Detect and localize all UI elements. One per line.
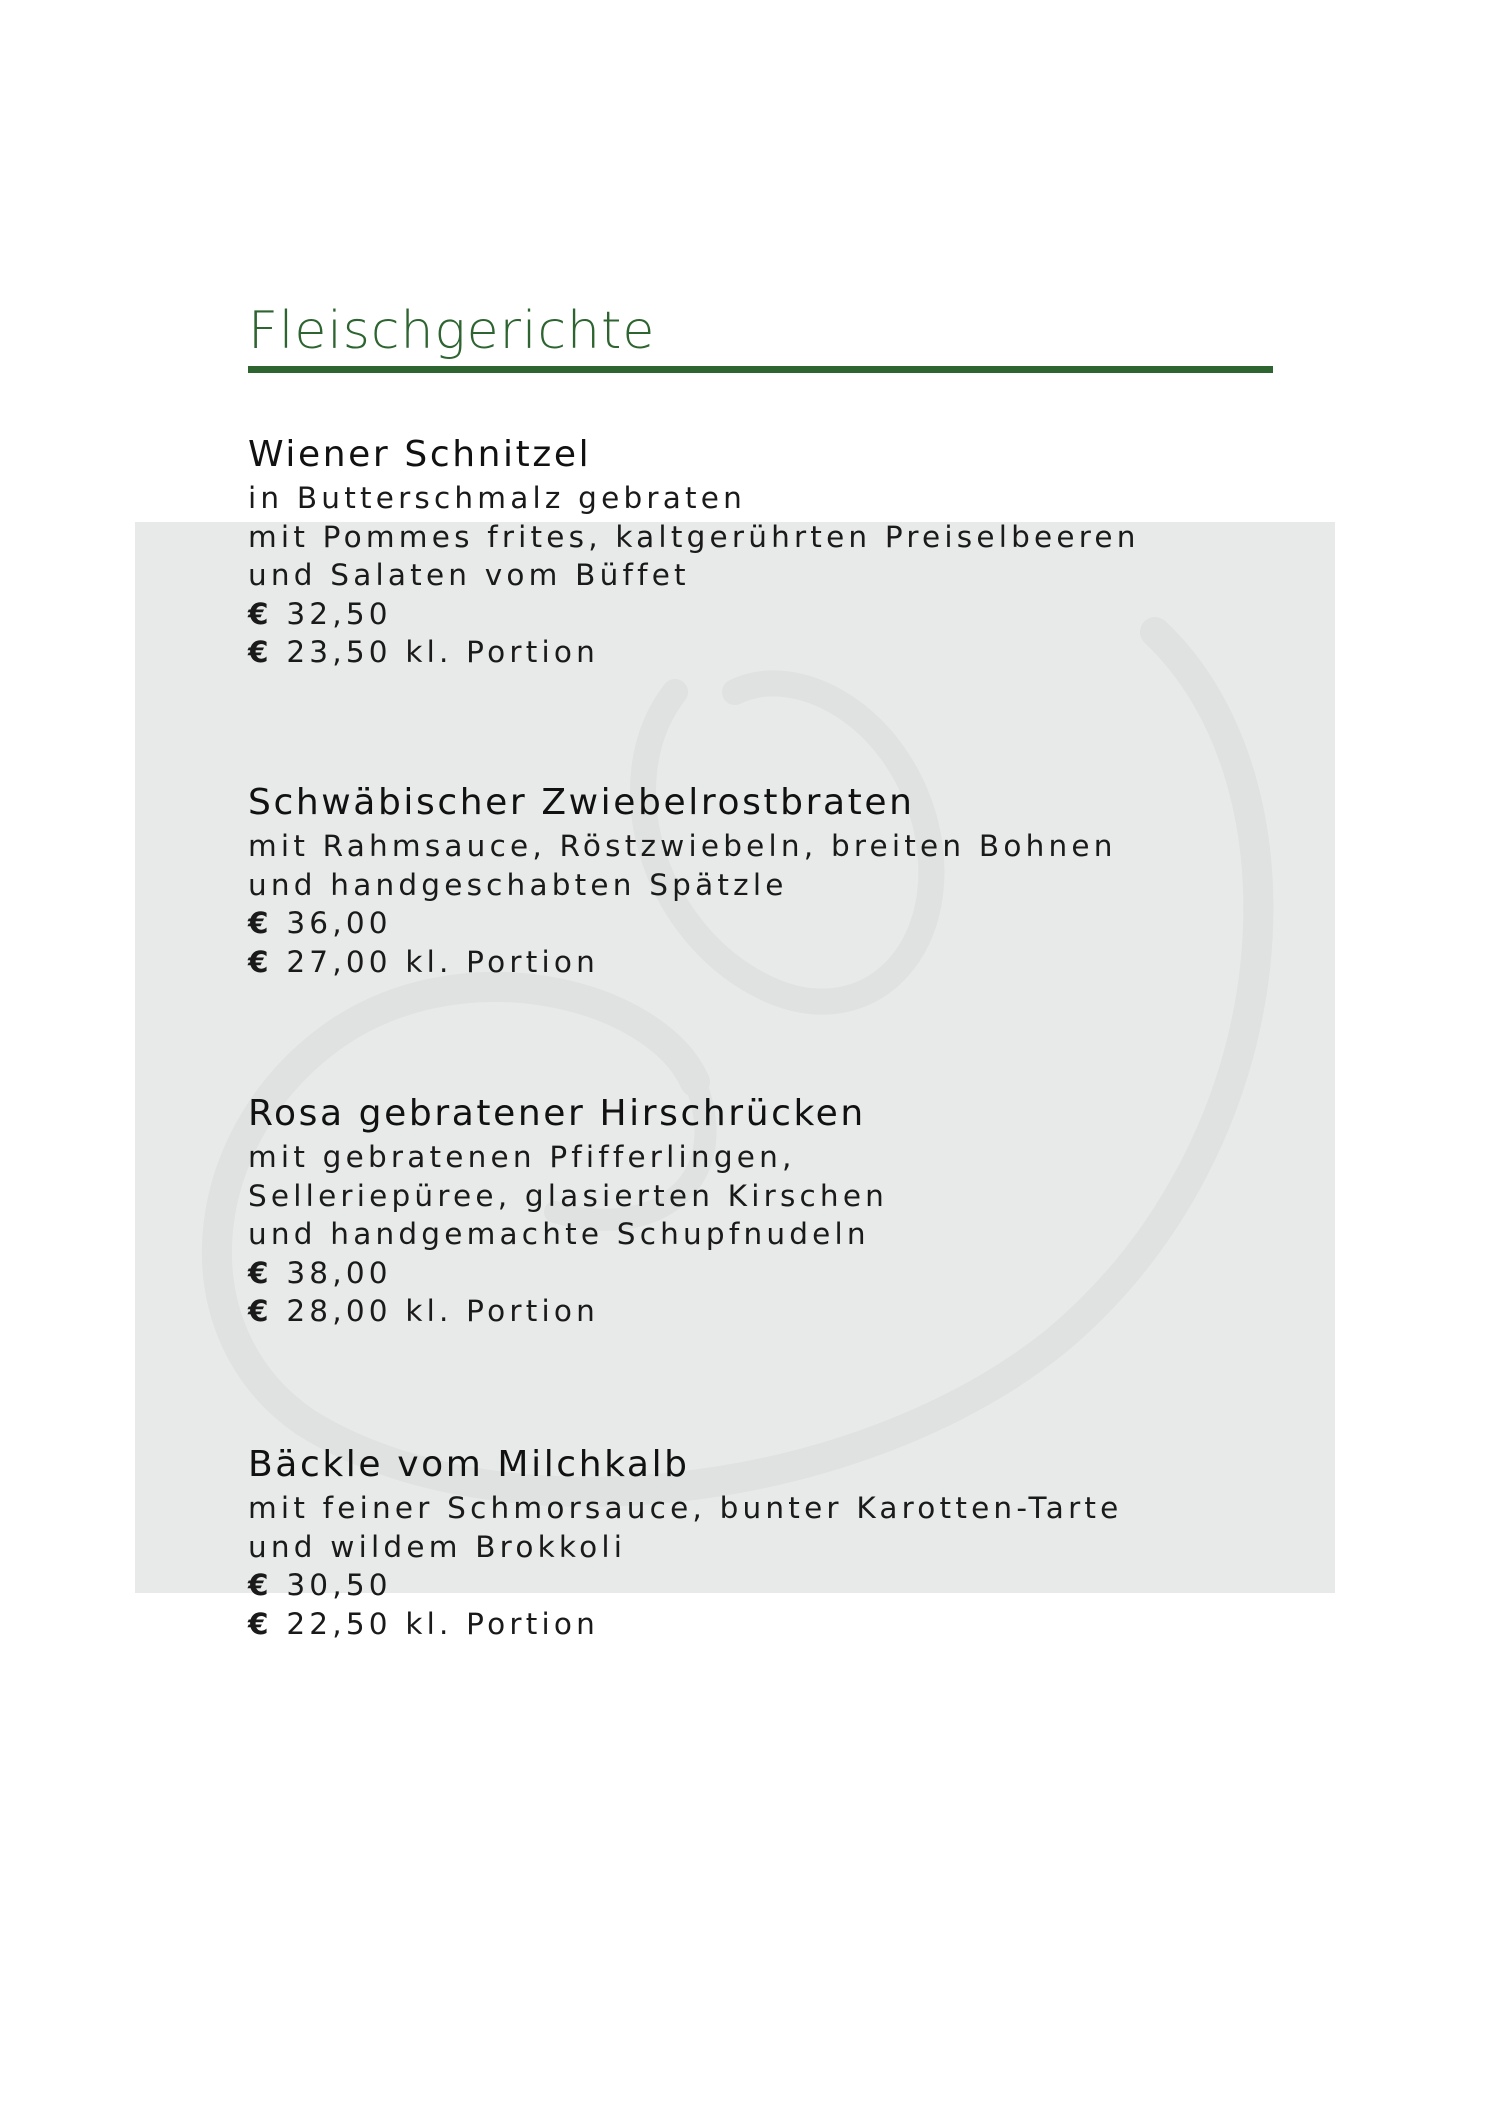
dish-price-small-portion: [248, 943, 1248, 982]
dish-description-line: und Salaten vom Büffet: [248, 558, 690, 593]
dish-name: Wiener Schnitzel: [248, 434, 592, 475]
euro-symbol: €: [248, 1255, 273, 1290]
dish-wiener-schnitzel: [248, 433, 1248, 672]
dish-price: [248, 1254, 1248, 1293]
dish-price: [248, 904, 1248, 943]
price-value: 36,00: [286, 906, 392, 941]
price-value: 23,50 kl. Portion: [286, 635, 599, 670]
title-underline: [248, 366, 1273, 373]
dish-description-line: und handgeschabten Spätzle: [248, 867, 788, 902]
dish-price-small-portion: [248, 1292, 1248, 1331]
background-panel: [135, 522, 1335, 1593]
euro-symbol: €: [248, 596, 273, 631]
price-value: 32,50: [286, 596, 392, 631]
dish-name: Schwäbischer Zwiebelrostbraten: [248, 782, 915, 823]
dish-zwiebelrostbraten: [248, 781, 1248, 981]
dish-description-line: in Butterschmalz gebraten: [248, 481, 746, 515]
dish-description-line: mit Pommes frites, kaltgerührten Preiselbeeren: [248, 519, 1140, 554]
price-value: 38,00: [286, 1255, 392, 1290]
price-value: 30,50: [286, 1568, 392, 1603]
dish-price: [248, 1566, 1248, 1605]
price-value: 28,00 kl. Portion: [286, 1294, 599, 1329]
dish-price: [248, 595, 1248, 634]
price-value: 27,00 kl. Portion: [286, 944, 599, 979]
dish-description-line: und wildem Brokkoli: [248, 1529, 627, 1564]
dish-description-line: mit feiner Schmorsauce, bunter Karotten-Tarte: [248, 1491, 1123, 1525]
euro-symbol: €: [248, 944, 273, 979]
dish-name: Rosa gebratener Hirschrücken: [248, 1093, 866, 1134]
dish-description-line: mit Rahmsauce, Röstzwiebeln, breiten Bohnen: [248, 829, 1117, 863]
dish-description-line: und handgemachte Schupfnudeln: [248, 1217, 870, 1252]
euro-symbol: €: [248, 1294, 273, 1329]
euro-symbol: €: [248, 1568, 273, 1603]
dish-hirschruecken: [248, 1092, 1248, 1331]
euro-symbol: €: [248, 906, 273, 941]
dish-name: Bäckle vom Milchkalb: [248, 1444, 690, 1485]
euro-symbol: €: [248, 1606, 273, 1641]
euro-symbol: €: [248, 635, 273, 670]
watermark-swirl: [135, 522, 1335, 1593]
dish-price-small-portion: [248, 1605, 1248, 1644]
dish-description-line: Selleriepüree, glasierten Kirschen: [248, 1178, 889, 1213]
dish-price-small-portion: [248, 633, 1248, 672]
dish-description-line: mit gebratenen Pfifferlingen,: [248, 1140, 796, 1174]
price-value: 22,50 kl. Portion: [286, 1606, 599, 1641]
section-title: Fleischgerichte: [248, 301, 656, 361]
dish-baeckle-milchkalb: [248, 1443, 1248, 1643]
